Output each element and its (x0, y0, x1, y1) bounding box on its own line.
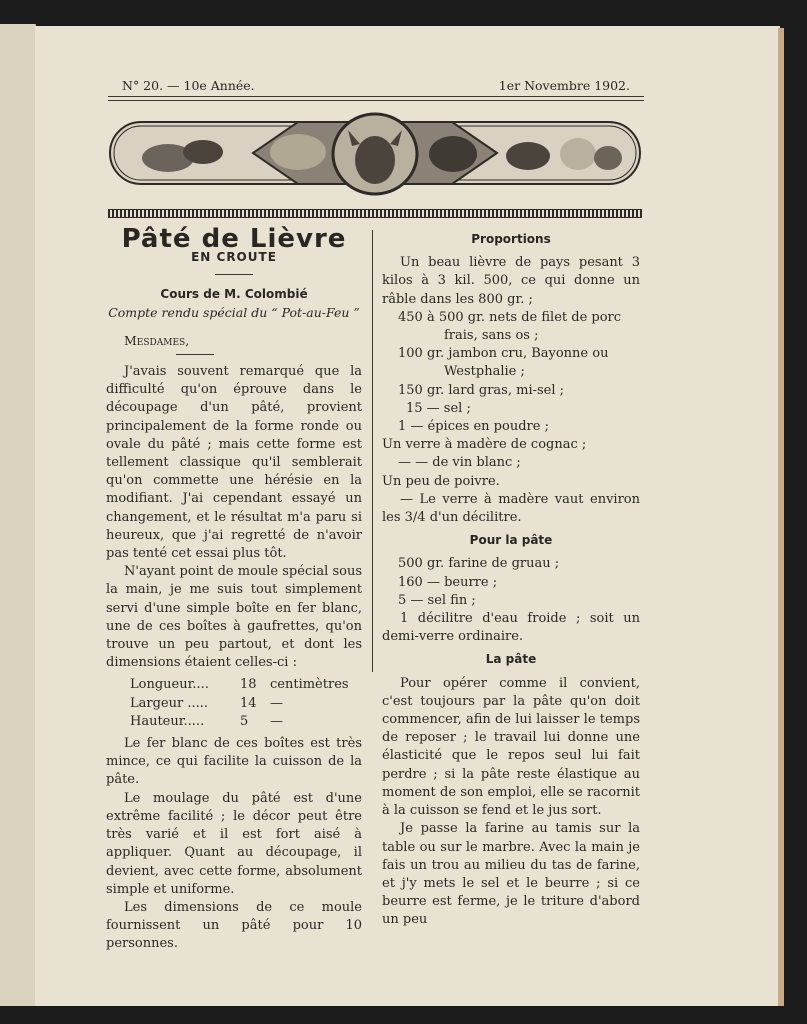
ingredient-line: 500 gr. farine de gruau ; (398, 556, 560, 572)
article-subtitle: EN CROUTE (191, 250, 277, 265)
ingredient-line: Westphalie ; (444, 364, 525, 380)
header-rule (108, 100, 644, 101)
paragraph: Pour opérer comme il convient, c'est toujours par la pâte qu'on doit commencer, afin de lui laisser le temps de reposer ; le travail lui donne une élasticité que le repos seul lui fait perdre ; si la pâte reste élastique au moment de son emploi, elle se racornit à la cuisson se fend et le jus sort. (382, 675, 640, 819)
ingredient-line: 1 décilitre d'eau froide ; soit un demi-verre ordinaire. (382, 611, 640, 645)
ingredient-line: — Le verre à madère vaut environ les 3/4 d'un décilitre. (382, 491, 640, 526)
paragraph: Le moulage du pâté est d'une extrême facilité ; le décor peut être très varié et il est fort aisé à appliquer. Quant au découpage, il devient, avec cette forme, absolument simple et uniforme. (106, 790, 362, 897)
page-edge (778, 28, 784, 1006)
previous-page-edge (0, 24, 36, 1006)
article-title: Pâté de Lièvre (121, 224, 347, 254)
issue-date: 1er Novembre 1902. (498, 78, 630, 93)
dimension-row: Largeur ..... 14 — (130, 695, 283, 711)
section-heading: Pour la pâte (469, 533, 553, 548)
farm-animals-banner-icon (108, 110, 642, 198)
ingredient-line: Un peu de poivre. (382, 473, 500, 489)
ingredient-line: 150 gr. lard gras, mi-sel ; (398, 382, 565, 398)
paragraph: Je passe la farine au tamis sur la table ou sur le marbre. Avec la main je fais un trou au milieu du tas de farine, et j'y mets le sel et le beurre ; si ce beurre est ferme, je le triture d'abord un peu (382, 821, 640, 928)
divider (176, 354, 214, 355)
paragraph: N'ayant point de moule spécial sous la main, je me suis tout simplement servi d'une simple boîte en fer blanc, une de ces boîtes à gaufrettes, qu'on trouve un peu partout, et dont les dimensions étaient celles-ci : (106, 564, 362, 671)
dimensions-list (130, 676, 362, 731)
header-rule (108, 96, 644, 97)
divider (215, 274, 253, 275)
ingredient-line: 160 — beurre ; (398, 574, 498, 590)
left-column (106, 226, 362, 954)
report-credit: Compte rendu spécial du “ Pot-au-Feu ” (108, 304, 360, 320)
column-divider (372, 230, 373, 672)
right-column (382, 226, 640, 930)
ingredient-line: Un verre à madère de cognac ; (382, 437, 587, 453)
ingredient-line: 1 — épices en poudre ; (398, 419, 549, 435)
paragraph: Le fer blanc de ces boîtes est très mince, ce qui facilite la cuisson de la pâte. (106, 736, 362, 788)
ingredient-line: — — de vin blanc ; (398, 455, 521, 471)
paragraph: J'avais souvent remarqué que la difficulté qu'on éprouve dans le découpage d'un pâté, provient principalement de la forme ronde ou ovale du pâté ; mais cette forme est tellement classique qu'il semblerait qu'on commette une hérésie en la modifiant. J'ai cependant essayé un changement, et le résultat m'a paru si heureux, que j'ai regretté de n'avoir pas tenté cet essai plus tôt. (106, 364, 362, 562)
salutation: Mesdames, (124, 332, 190, 348)
dimension-row: Longueur.... 18 centimètres (130, 677, 349, 693)
paragraph: Les dimensions de ce moule fournissent un pâté pour 10 personnes. (106, 899, 362, 952)
ingredient-line: 15 — sel ; (406, 400, 471, 416)
issue-number: N° 20. — 10e Année. (122, 78, 255, 93)
dimension-row: Hauteur..... 5 — (130, 713, 283, 729)
section-heading: Proportions (471, 232, 551, 246)
ornamental-rule (108, 209, 642, 218)
ingredient-line: 450 à 500 gr. nets de filet de porc (398, 309, 622, 325)
ingredient-line: 100 gr. jambon cru, Bayonne ou (398, 346, 609, 362)
course-credit: Cours de M. Colombié (160, 287, 308, 302)
ingredient-line: frais, sans os ; (444, 328, 539, 344)
ingredient-line: 5 — sel fin ; (398, 592, 476, 608)
ingredient-line: Un beau lièvre de pays pesant 3 kilos à 3 kil. 500, ce qui donne un râble dans les 800 gr. ; (382, 255, 640, 307)
section-heading: La pâte (485, 652, 537, 667)
